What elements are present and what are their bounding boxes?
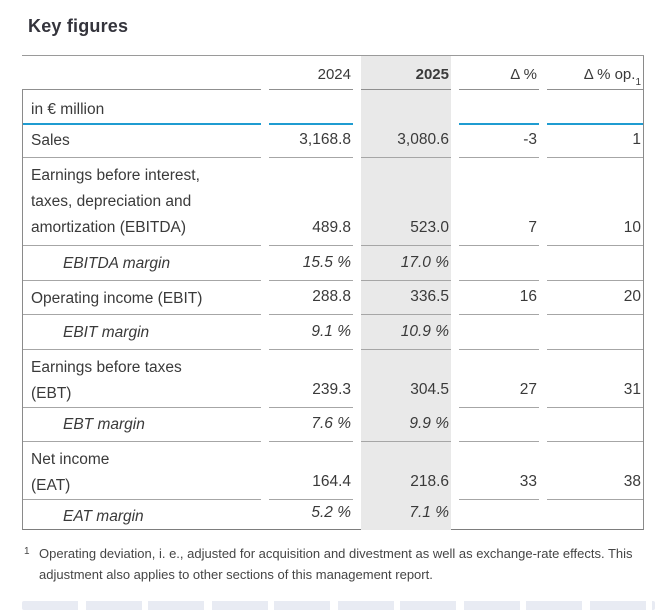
table-body — [22, 90, 644, 530]
header-2024: 2024 — [269, 56, 353, 90]
row-label-line: Net income — [31, 451, 110, 468]
cell-delta: 7 — [459, 158, 539, 246]
header-empty-cell — [22, 56, 261, 90]
cell — [459, 90, 539, 125]
row-label — [23, 281, 261, 315]
cell-delta-op: 10 — [547, 158, 643, 246]
cell-2024: 489.8 — [269, 158, 353, 246]
footnote — [24, 543, 645, 585]
cell-delta-op — [547, 315, 643, 350]
cell-2024: 7.6 % — [269, 407, 353, 442]
cell-2025: 523.0 — [361, 158, 451, 246]
cell-2024: 239.3 — [269, 350, 353, 408]
table-row-ebitda — [23, 158, 643, 246]
row-label — [23, 350, 261, 408]
header-2025: 2025 — [361, 56, 451, 90]
row-label-line: (EBT) — [31, 385, 72, 402]
cell-delta-op — [547, 407, 643, 442]
table-row-ebit-margin — [23, 315, 643, 350]
cell-2024: 15.5 % — [269, 246, 353, 281]
cell-2025: 10.9 % — [361, 315, 451, 350]
row-label — [23, 315, 261, 350]
cell-delta — [459, 499, 539, 530]
row-label-line: EBITDA margin — [63, 255, 171, 272]
cell-2024: 3,168.8 — [269, 123, 353, 158]
row-label-line: EBIT margin — [63, 324, 150, 341]
cell-delta-op: 31 — [547, 350, 643, 408]
cell-2024: 5.2 % — [311, 504, 351, 521]
table-row-eat-margin — [23, 499, 643, 529]
unit-label: in € million — [23, 90, 261, 125]
cell-delta: 33 — [459, 442, 539, 500]
row-label-line: Earnings before interest, — [31, 167, 200, 184]
row-label-line: (EAT) — [31, 477, 71, 494]
table-header-row — [22, 56, 644, 90]
cell-2025: 7.1 % — [361, 499, 451, 530]
table-row-ebit — [23, 281, 643, 315]
table-row-ebt-margin — [23, 407, 643, 442]
row-label — [23, 407, 261, 442]
cell-delta: -3 — [459, 123, 539, 158]
row-label — [23, 442, 261, 500]
row-label — [23, 158, 261, 246]
cell — [547, 90, 643, 125]
footnote-superscript: 1 — [24, 546, 30, 557]
row-label — [23, 246, 261, 281]
header-delta-percent: Δ % — [459, 56, 539, 90]
row-label-line: amortization (EBITDA) — [31, 219, 187, 236]
page-title: Key figures — [28, 16, 129, 36]
cell-delta: 16 — [459, 281, 539, 315]
key-figures-table — [22, 55, 644, 530]
cell-2024: 9.1 % — [269, 315, 353, 350]
row-label-line: Operating income (EBIT) — [31, 290, 203, 307]
bottom-strip — [22, 601, 655, 610]
row-label-line: Earnings before taxes — [31, 359, 182, 376]
cell-2025: 336.5 — [361, 281, 451, 315]
header-delta-op-text: Δ % op. — [583, 66, 636, 83]
cell-delta-op: 20 — [547, 281, 643, 315]
cell-2025: 218.6 — [361, 442, 451, 500]
table-row-ebitda-margin — [23, 246, 643, 281]
table-row-ebt — [23, 350, 643, 407]
cell-delta-op — [547, 499, 643, 530]
cell-delta — [459, 246, 539, 281]
header-delta-percent-op: Δ % op. 1 — [547, 56, 643, 90]
cell-delta-op — [547, 246, 643, 281]
footnote-text: Operating deviation, i. e., adjusted for acquisition and divestment as well as exchange-rate effects. This adjustment also applies to other sections of this management report. — [39, 546, 633, 582]
cell-2025: 3,080.6 — [361, 123, 451, 158]
cell-delta-op: 1 — [547, 123, 643, 158]
cell-delta — [459, 315, 539, 350]
cell — [361, 90, 451, 125]
row-label-line: taxes, depreciation and — [31, 193, 192, 210]
row-label-line: EAT margin — [63, 508, 144, 525]
row-label — [23, 499, 261, 530]
cell-2025: 17.0 % — [361, 246, 451, 281]
table-row-eat — [23, 442, 643, 499]
cell-delta-op: 38 — [547, 442, 643, 500]
cell-delta: 27 — [459, 350, 539, 408]
table-row-unit — [23, 90, 643, 123]
table-row-sales — [23, 123, 643, 158]
cell-2025: 304.5 — [361, 350, 451, 408]
cell-2024: 164.4 — [269, 442, 353, 500]
row-label-line: EBT margin — [63, 416, 145, 433]
cell — [269, 90, 353, 125]
cell-delta — [459, 407, 539, 442]
row-label-line: Sales — [31, 132, 70, 149]
row-label — [23, 123, 261, 158]
cell-2025: 9.9 % — [361, 407, 451, 442]
cell-2024: 288.8 — [269, 281, 353, 315]
